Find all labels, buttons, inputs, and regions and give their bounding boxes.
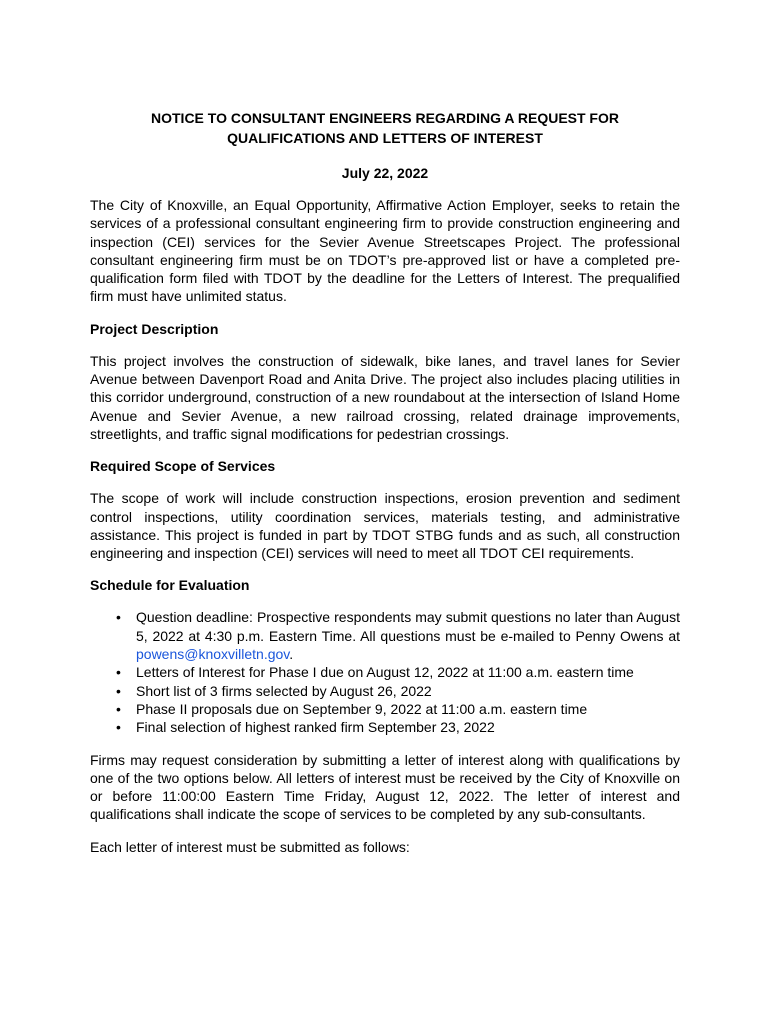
closing-paragraph: Each letter of interest must be submitted as follows: [90, 838, 410, 855]
schedule-heading: Schedule for Evaluation [90, 577, 250, 594]
intro-paragraph: The City of Knoxville, an Equal Opportunity, Affirmative Action Employer, seeks to retain the services of a professional consultant engineering firm to provide construction engineering and inspection (CEI) services for the Sevier Avenue Streetscapes Project. The professional consultant engineering firm must be on TDOT’s pre-approved list or have a completed pre-qualification form filed with TDOT by the deadline for the Letters of Interest. The prequalified firm must have unlimited status. [90, 197, 680, 305]
schedule-item-final-selection: • Final selection of highest ranked firm September 23, 2022 [136, 718, 680, 736]
document-page [90, 108, 680, 856]
schedule-item-phase2-due: • Phase II proposals due on September 9, 2022 at 11:00 a.m. eastern time [136, 700, 680, 718]
schedule-list [90, 608, 680, 736]
schedule-item-short-list: • Short list of 3 firms selected by August 26, 2022 [136, 682, 680, 700]
notice-date: July 22, 2022 [341, 165, 429, 181]
submission-paragraph: Firms may request consideration by submitting a letter of interest along with qualifications by one of the two options below. All letters of interest must be received by the City of Knoxville on or before 11:00:00 Eastern Time Friday, August 12, 2022. The letter of interest and qualifications shall indicate the scope of services to be completed by any sub-consultants. [90, 751, 680, 823]
project-description-body: This project involves the construction of sidewalk, bike lanes, and travel lanes for Sevier Avenue between Davenport Road and Anita Drive. The project also includes placing utilities in this corridor underground, construction of a new roundabout at the intersection of Island Home Avenue and Sevier Avenue, a new railroad crossing, related drainage improvements, streetlights, and traffic signal modifications for pedestrian crossings. [90, 352, 680, 442]
notice-title-line2: QUALIFICATIONS AND LETTERS OF INTEREST [227, 130, 543, 146]
email-link[interactable]: powens@knoxvilletn.gov [136, 646, 290, 663]
schedule-item-phase1-due: • Letters of Interest for Phase I due on August 12, 2022 at 11:00 a.m. eastern time [136, 663, 680, 681]
schedule-item-question-deadline-end: . [289, 646, 294, 663]
scope-body: The scope of work will include construction inspections, erosion prevention and sediment control inspections, utility coordination services, materials testing, and administrative assistance. This project is funded in part by TDOT STBG funds and as such, all construction engineering and inspection (CEI) services will need to meet all TDOT CEI requirements. [90, 490, 680, 562]
project-description-heading: Project Description [90, 320, 219, 337]
notice-title [90, 108, 680, 148]
schedule-item-question-deadline-text: Question deadline: Prospective respondents may submit questions no later than August 5, 2022 at 4:30 p.m. Eastern Time. All questions must be e-mailed to Penny Owens at [136, 609, 680, 644]
schedule-item-question-deadline [136, 608, 680, 663]
scope-heading: Required Scope of Services [90, 458, 276, 475]
notice-title-line1: NOTICE TO CONSULTANT ENGINEERS REGARDING A REQUEST FOR [151, 110, 619, 126]
